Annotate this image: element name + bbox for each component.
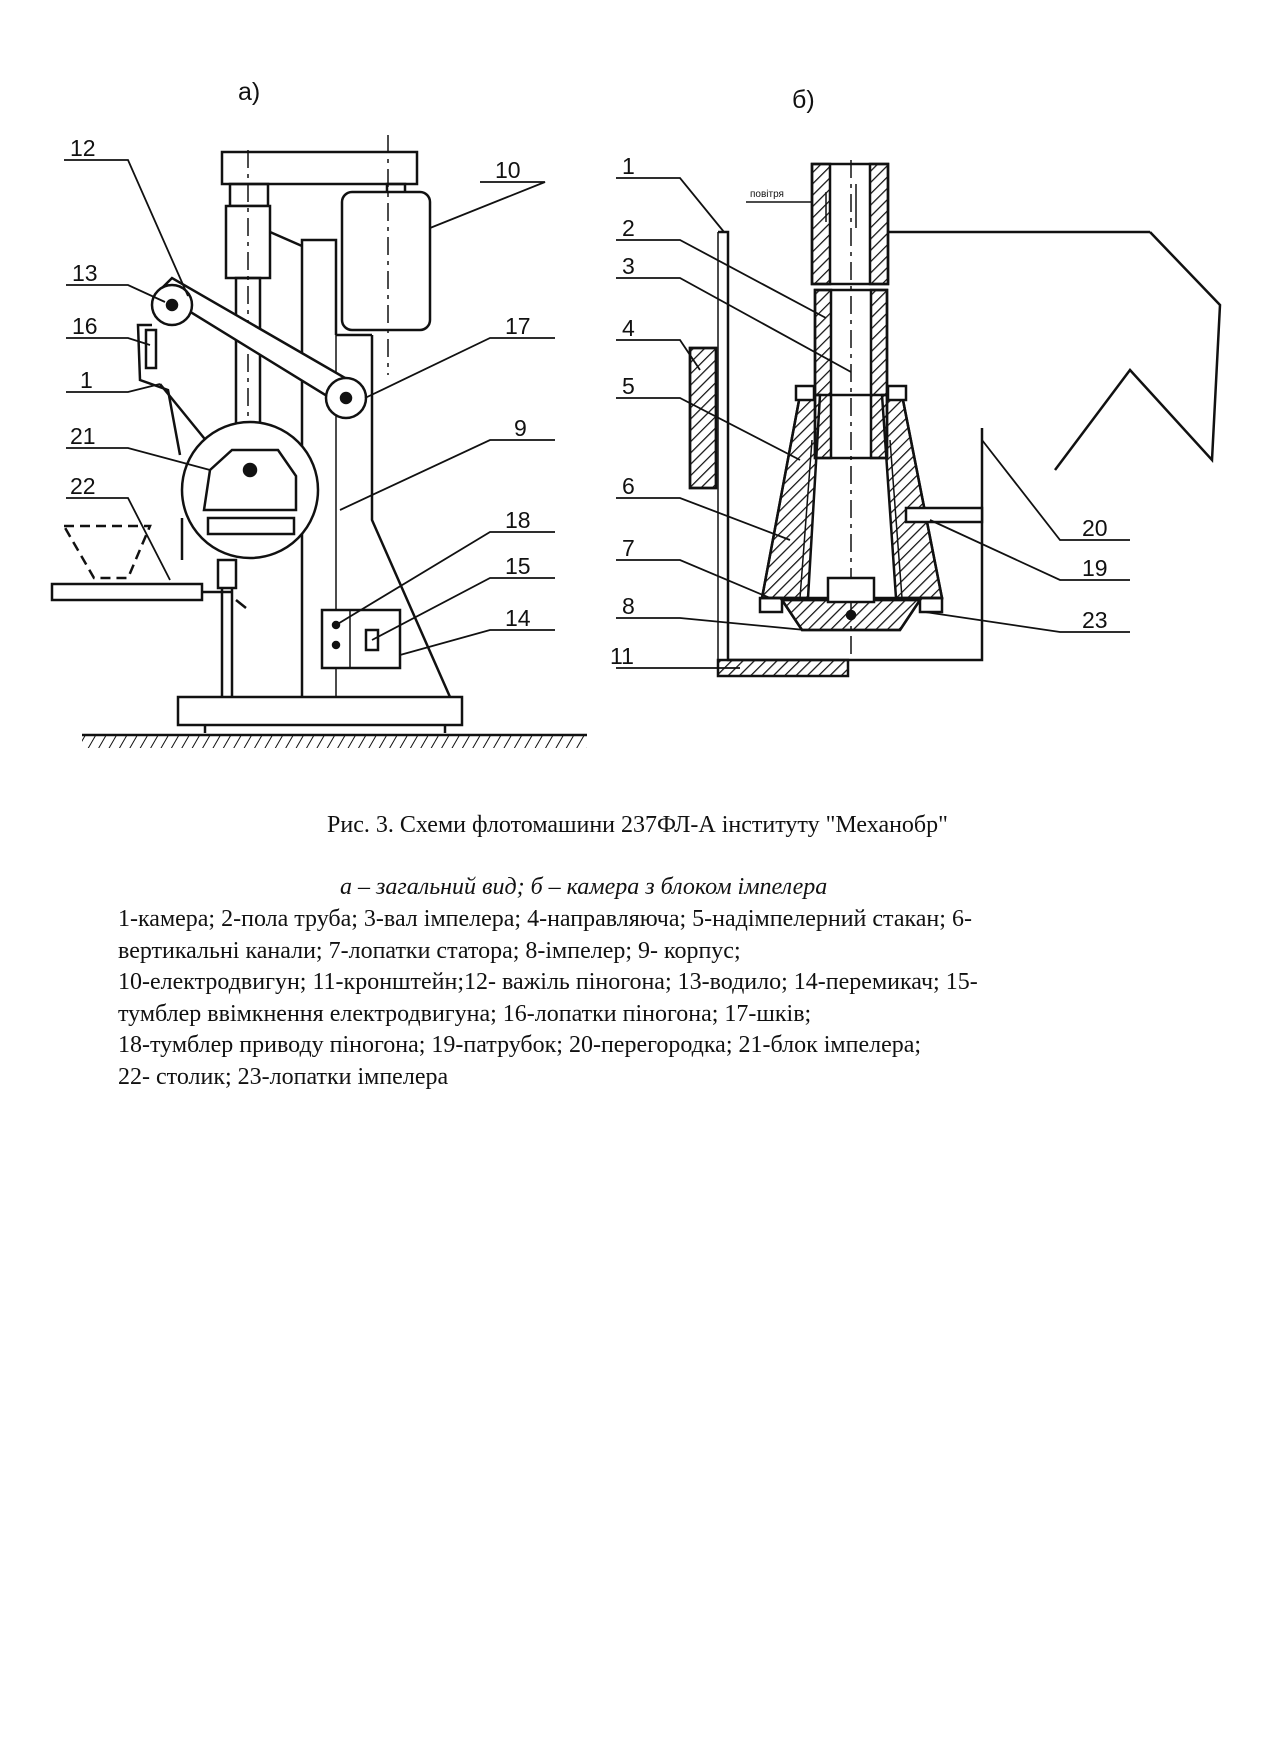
callout-b-2: 2: [622, 215, 635, 241]
callout-a-14: 14: [505, 605, 531, 631]
callout-a-21: 21: [70, 423, 96, 449]
legend-line: тумблер ввімкнення електродвигуна; 16-лопатки піногона; 17-шків;: [118, 1000, 812, 1027]
legend-line: 18-тумблер приводу піногона; 19-патрубок; 20-перегородка; 21-блок імпелера;: [118, 1032, 922, 1058]
legend-line: 1-камера; 2-пола труба; 3-вал імпелера; 4-направляюча; 5-надімпелерний стакан; 6-: [118, 906, 972, 932]
callout-a-10: 10: [495, 157, 521, 183]
figure-schematics: [0, 0, 1275, 790]
callout-a-18: 18: [505, 507, 531, 533]
callout-a-17: 17: [505, 313, 531, 339]
legend-line: 22- столик; 23-лопатки імпелера: [118, 1063, 449, 1090]
callout-a-1: 1: [80, 367, 93, 393]
callout-b-1: 1: [622, 153, 635, 179]
legend-line: вертикальні канали; 7-лопатки статора; 8-імпелер; 9- корпус;: [118, 937, 741, 964]
callout-b-19: 19: [1082, 555, 1108, 581]
callout-b-8: 8: [622, 593, 635, 619]
callout-a-16: 16: [72, 313, 98, 339]
callout-b-3: 3: [622, 253, 635, 279]
panel-a-label: а): [238, 78, 261, 106]
callout-b-7: 7: [622, 535, 635, 561]
figure-caption: Рис. 3. Схеми флотомашини 237ФЛ-А інституту "Механобр": [327, 812, 948, 838]
callout-b-23: 23: [1082, 607, 1108, 633]
panel-b-label: б): [792, 86, 815, 114]
callout-b-20: 20: [1082, 515, 1108, 541]
legend-line: 10-електродвигун; 11-кронштейн;12- важіль піногона; 13-водило; 14-перемикач; 15-: [118, 969, 978, 995]
callout-labels-a: [70, 135, 531, 631]
callout-a-13: 13: [72, 260, 98, 286]
callout-b-4: 4: [622, 315, 635, 341]
callout-a-22: 22: [70, 473, 96, 499]
figure-subcaption: а – загальний вид; б – камера з блоком імпелера: [340, 874, 828, 900]
callout-b-11: 11: [610, 643, 634, 669]
callout-b-5: 5: [622, 373, 635, 399]
air-inlet-label: повітря: [750, 189, 784, 200]
callout-a-12: 12: [70, 135, 96, 161]
figure-legend: [118, 904, 1188, 1093]
callout-a-9: 9: [514, 415, 527, 441]
diagram-general-view: [52, 135, 587, 748]
callout-a-15: 15: [505, 553, 531, 579]
callout-leaders-a: [64, 160, 555, 655]
callout-b-6: 6: [622, 473, 635, 499]
